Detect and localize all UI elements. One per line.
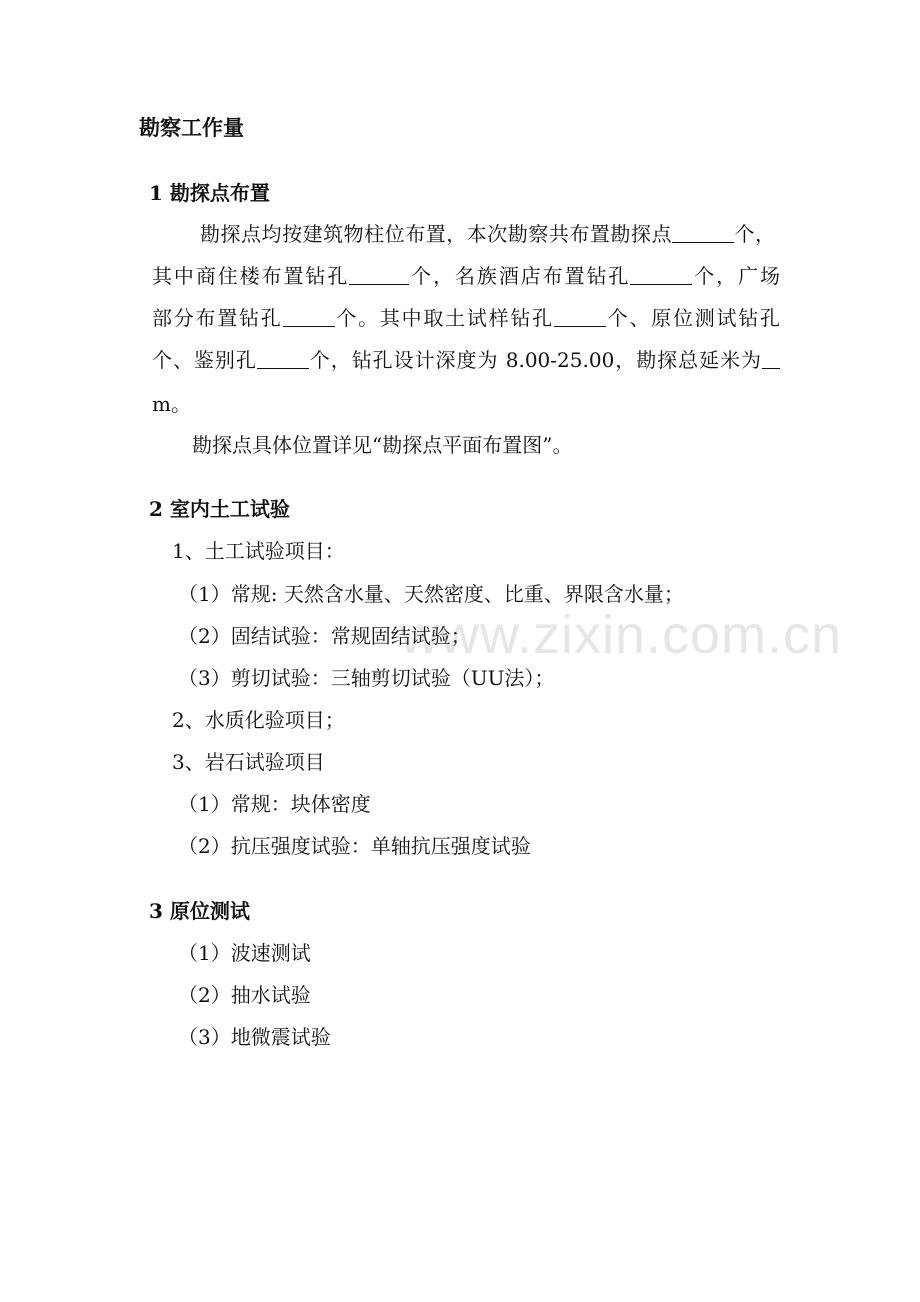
blank-total-length <box>762 348 780 369</box>
blank-sampling-boreholes <box>554 306 606 327</box>
text-run: 勘探点均按建筑物柱位布置，本次勘察共布置勘探点 <box>200 222 672 246</box>
paragraph-1-line-5: m。 <box>152 392 191 416</box>
blank-plaza-boreholes <box>283 306 335 327</box>
paragraph-2: 勘探点具体位置详见“勘探点平面布置图”。 <box>192 433 573 457</box>
list-item: （2）抗压强度试验：单轴抗压强度试验 <box>178 834 531 858</box>
text-run: 个， <box>733 222 776 246</box>
paragraph-1-line-4 <box>152 348 780 372</box>
list-item: （3）剪切试验：三轴剪切试验（UU法）； <box>178 666 555 690</box>
text-run: 个，钻孔设计深度为 8.00-25.00，勘探总延米为 <box>308 348 762 372</box>
text-run: 个，名族酒店布置钻孔 <box>409 264 631 288</box>
list-item: （2）固结试验：常规固结试验； <box>178 624 471 648</box>
list-item: 1、土工试验项目： <box>172 539 345 563</box>
list-item: （2）抽水试验 <box>178 983 311 1007</box>
blank-survey-points <box>672 222 734 243</box>
section-3-heading: 3 原位测试 <box>149 899 250 923</box>
blank-commercial-boreholes <box>349 264 409 285</box>
paragraph-1-line-1 <box>200 222 775 246</box>
page-title: 勘察工作量 <box>139 115 244 140</box>
blank-hotel-boreholes <box>630 264 692 285</box>
text-run: 个。其中取土试样钻孔 <box>334 306 554 330</box>
text-run: 个，广场 <box>692 264 781 288</box>
text-run: 部分布置钻孔 <box>152 306 283 330</box>
text-run: 个、鉴别孔 <box>152 348 257 372</box>
paragraph-1-line-2 <box>152 264 780 288</box>
watermark: www.zixin.com.cn <box>400 605 843 665</box>
list-item: 2、水质化验项目； <box>172 708 345 732</box>
text-run: 其中商住楼布置钻孔 <box>152 264 350 288</box>
section-2-heading: 2 室内土工试验 <box>149 497 290 521</box>
list-item: （1）波速测试 <box>178 941 311 965</box>
list-item: 3、岩石试验项目 <box>172 750 325 774</box>
list-item: （3）地微震试验 <box>178 1025 331 1049</box>
text-run: 个、原位测试钻孔 <box>605 306 781 330</box>
list-item: （1）常规: 天然含水量、天然密度、比重、界限含水量； <box>178 582 684 606</box>
paragraph-1-line-3 <box>152 306 780 330</box>
list-item: （1）常规：块体密度 <box>178 792 371 816</box>
blank-identification-holes <box>257 348 309 369</box>
section-1-heading: 1 勘探点布置 <box>149 181 270 205</box>
